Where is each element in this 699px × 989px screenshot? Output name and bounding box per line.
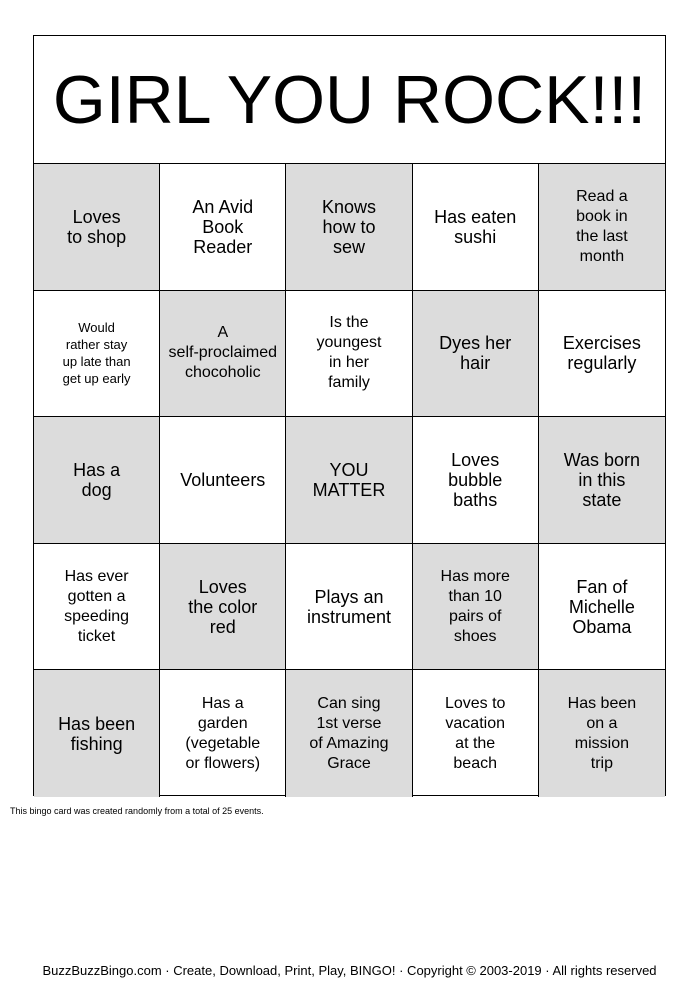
cell-text: Has ever gotten a speeding ticket	[64, 567, 130, 645]
cell-text: Read a book in the last month	[576, 187, 628, 265]
cell-text: Was born in this state	[563, 449, 641, 510]
bingo-cell[interactable]	[160, 291, 286, 418]
cell-text: Loves bubble baths	[448, 449, 503, 510]
bingo-cell[interactable]	[413, 291, 539, 418]
bingo-cell[interactable]	[539, 164, 665, 291]
bingo-cell[interactable]	[539, 291, 665, 418]
bingo-cell[interactable]	[286, 670, 412, 797]
bingo-cell[interactable]	[34, 164, 160, 291]
bingo-cell[interactable]	[160, 670, 286, 797]
bingo-cell[interactable]	[160, 164, 286, 291]
cell-text: An Avid Book Reader	[192, 196, 254, 257]
cell-text: Plays an instrument	[306, 586, 392, 627]
cell-text: Would rather stay up late than get up early	[62, 320, 131, 387]
cell-text: Dyes her hair	[439, 333, 512, 374]
bingo-cell[interactable]	[286, 544, 412, 671]
cell-text: Can sing 1st verse of Amazing Grace	[309, 694, 389, 772]
cell-text: A self-proclaimed chocoholic	[168, 324, 278, 382]
bingo-cell[interactable]	[286, 291, 412, 418]
cell-text: Loves to shop	[67, 206, 127, 247]
cell-text: Fan of Michelle Obama	[568, 576, 635, 637]
cell-text: YOU MATTER	[312, 459, 386, 500]
page-footer: BuzzBuzzBingo.com · Create, Download, Print, Play, BINGO! · Copyright © 2003-2019 · All rights reserved	[42, 963, 657, 978]
cell-text: Has a garden (vegetable or flowers)	[185, 694, 261, 772]
cell-text: Knows how to sew	[321, 196, 376, 257]
cell-text: Loves to vacation at the beach	[444, 694, 506, 772]
cell-text: Has more than 10 pairs of shoes	[440, 567, 510, 645]
cell-text: Loves the color red	[188, 576, 258, 637]
bingo-card	[33, 35, 666, 796]
card-title: GIRL YOU ROCK!!!	[34, 36, 665, 164]
bingo-cell[interactable]	[413, 544, 539, 671]
bingo-cell[interactable]	[34, 544, 160, 671]
bingo-cell[interactable]	[286, 164, 412, 291]
cell-text: Has eaten sushi	[434, 206, 517, 247]
bingo-cell[interactable]	[34, 417, 160, 544]
cell-text: Has been on a mission trip	[567, 694, 637, 772]
cell-text: Is the youngest in her family	[316, 314, 382, 392]
bingo-cell[interactable]	[34, 670, 160, 797]
cell-text: Volunteers	[180, 469, 266, 490]
bingo-cell[interactable]	[160, 544, 286, 671]
bingo-cell[interactable]	[34, 291, 160, 418]
bingo-cell[interactable]	[413, 164, 539, 291]
bingo-grid	[34, 164, 665, 797]
bingo-cell[interactable]	[539, 544, 665, 671]
cell-text: Exercises regularly	[562, 333, 641, 374]
cell-text: Has a dog	[73, 459, 121, 500]
bingo-cell[interactable]	[160, 417, 286, 544]
bingo-cell[interactable]	[413, 417, 539, 544]
bingo-cell[interactable]	[413, 670, 539, 797]
bingo-cell[interactable]	[286, 417, 412, 544]
cell-text: Has been fishing	[58, 713, 136, 754]
card-footnote: This bingo card was created randomly from a total of 25 events.	[10, 806, 264, 816]
bingo-cell[interactable]	[539, 670, 665, 797]
bingo-cell[interactable]	[539, 417, 665, 544]
